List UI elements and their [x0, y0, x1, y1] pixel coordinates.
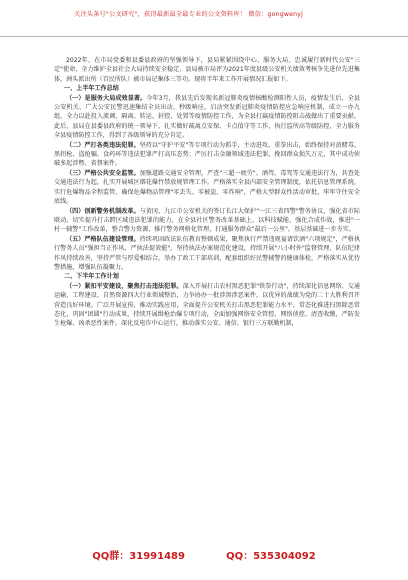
paragraph-2-body: 坚持以"守护平安"等专项行动为抓手，主动进攻、重拳出击，始终保持对黄赌毒、黑拐枪、盗抢骗、食药环等违法犯罪严打高压态势；严厉打击金融领域违法犯罪，挽回群众损失万元，其中成功侦破多起涉暨、省督案件。 [54, 141, 360, 168]
paragraph-5 [54, 235, 360, 273]
document-body [54, 56, 360, 329]
qq-group-number: QQ群：31991489 [92, 551, 185, 562]
paragraph-1-heading: （一）是服务大局成效显著。 [66, 94, 147, 102]
document-header [0, 4, 408, 37]
paragraph-3-heading: （三）严格公共安全监管。 [66, 169, 140, 177]
intro-paragraph: 2022年，在市局党委和县委县政府的坚强领导下，县局紧紧围绕中心、服务大局，忠诚履行新时代公安"三定"使命，全力维护全县社会大局持续安全稳定，县局被市局评为2021年度县级公安机关绩效考核争先进位先进集体，洲头派出所（百民所队）被市局记集体三等功。现将半年来工作开展情况汇报如下。 [54, 57, 360, 83]
paragraph-3-body: 加强道路交通安全管理，严查"三超一疲劳"、酒驾、毒驾等交通违法行为，共查处交通违法行为起，扎实开展城区烟花爆竹禁放规管理工作。严格落实全县内部安全管理制度，依托信息管理系统，实行危爆物品全程监管，确保危爆物品管理"零丢失、零被盗、零炸响"，严格大型群众性活动审批，牢牢守住安全底线。 [54, 169, 360, 206]
plan-paragraph-1-body: 深入开展打击农村黑恶犯罪"铁拳行动"，持续深化信息网络、交通运输、工程建设、自然资源四大行业领域整治，力争协办一批涉黑涉恶案件，以优异的战绩为党的二十大胜利召开营造良好环境。广泛开展宣传，推动实践应用，全面提升公安机关打击黑恶犯罪能力水平。常态化推进扫黑除恶常态化，巩固"团圆"行动成果，持续开展缉枪治爆专项行动，全面加强网络安全管控、网络侦控、清查收缴，严防发生枪爆、凶杀恶性案件。深化反电诈中心运行，推动落实公安、通信、银行三方联勤机制， [54, 282, 361, 328]
paragraph-3 [54, 169, 360, 207]
header-promo-text: 关注头条号"公文研究"，获得最新最全最专业的公文资料库！ 微信：gongwenyj [74, 11, 304, 18]
contact-footer [0, 544, 408, 564]
paragraph-2-heading: （二）严打各类违法犯罪。 [66, 141, 140, 149]
plan-paragraph-1-heading: （一）紧扣平安建设，聚焦打击违法犯罪。 [66, 282, 183, 290]
paragraph-2 [54, 141, 360, 169]
paragraph-1 [54, 94, 360, 141]
paragraph-4-body: 与黄冈、九江市公安机关的签订长江大保护"一江三省四警"警务协议，强化省市际联动、切实提升打击跨区域违法犯罪的能力，在全县社区警务改革基础上，以科技赋能、强化合成作战，推进"一村一辅警"工作改革，整合警力资源，推行警务网格化管理，打通服务群众"最后一公里"，基层基础进一步夯实。 [54, 207, 360, 234]
paragraph-4 [54, 207, 360, 235]
paragraph-1-body: 今年3月，我县先后发现名新冠肺炎疫情核酸检测阳性人员，疫情发生后，全县公安机关、广大公安民警迅速集结全员出动、秒级响应，启动突发新冠肺炎疫情防控应急响应机制，成立一办九组，全力以赴投入流调、隔离、转运、封控、处置等疫情防控工作，为全县打赢疫情防控阻击战做出了重要贡献。此后，县局在县委县政府的统一领导下，扎实做好疏离点安保、卡点值守等工作，执行监所高等级防控，全力服务全县疫情防控工作，得到了各级领导的充分肯定。 [54, 94, 360, 140]
paragraph-4-heading: （四）创新警务机制改革。 [66, 207, 140, 215]
section-heading-plan: 二、下半年工作计划 [64, 273, 119, 281]
section-heading-summary: 一、上半年工作总结 [64, 85, 119, 93]
qq-number: QQ：535304092 [226, 551, 316, 562]
paragraph-5-body: 持续巩固政法队伍教育整顿成果，聚焦执行严禁违规宴请饮酒"六项规定"，严格执行警务人员"强担当正作风、严执法提效能"，坚持执法办案规范化建设，持续开展"八小时外"监督管理，队伍纪律作风持续改善，坚持严管与厚爱相结合，举办了政工干部培训，配套组织好民警辅警的健康体检，严格落实从优待警措施，增强队伍凝聚力。 [54, 235, 360, 271]
paragraph-5-heading: （五）严格队伍建设管理。 [66, 235, 140, 243]
plan-paragraph-1 [54, 282, 360, 329]
